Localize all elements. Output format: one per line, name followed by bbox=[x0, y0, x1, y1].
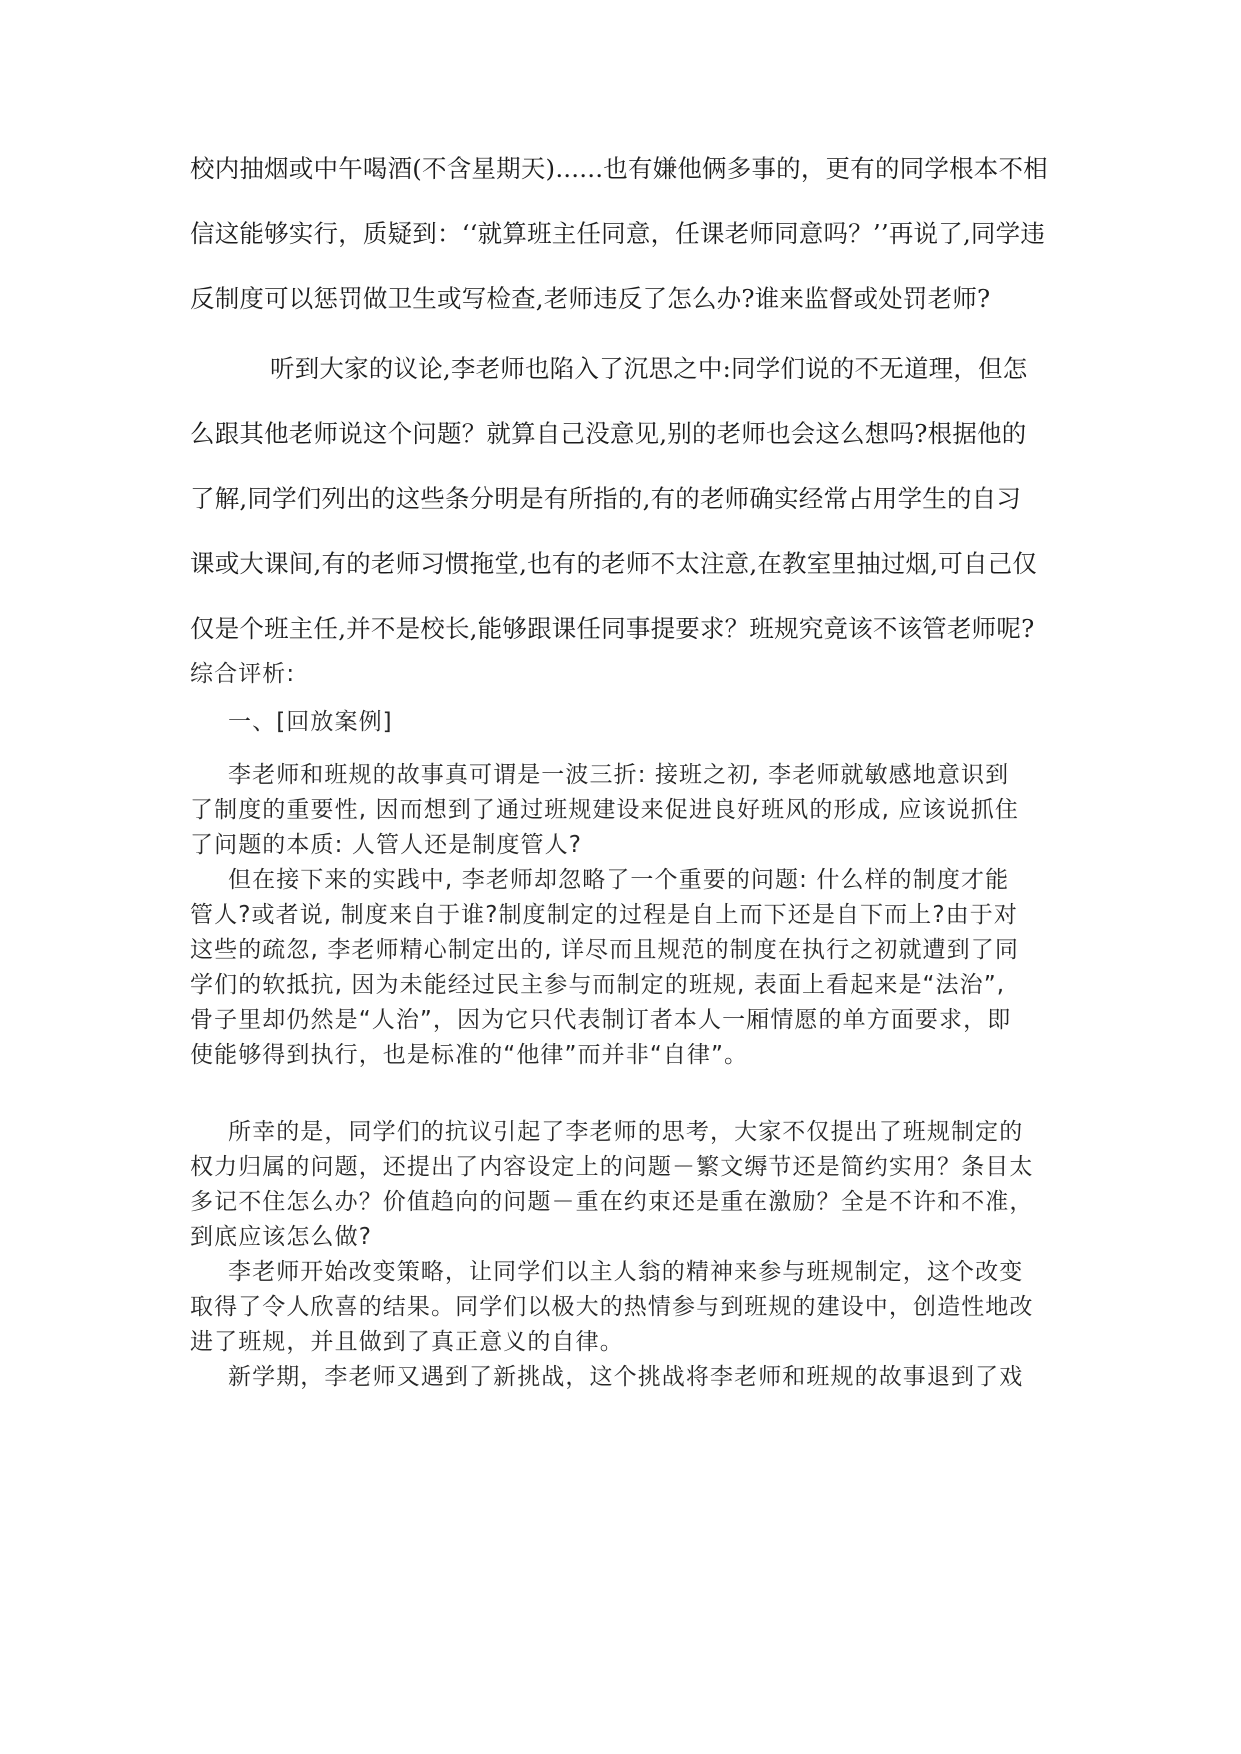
text-line: 么跟其他老师说这个问题？就算自己没意见,别的老师也会这么想吗?根据他的 bbox=[190, 419, 1027, 448]
text-line: 取得了令人欣喜的结果。同学们以极大的热情参与到班规的建设中，创造性地改 bbox=[190, 1294, 1034, 1320]
text-line: 仅是个班主任,并不是校长,能够跟课任同事提要求？班规究竟该不该管老师呢? bbox=[190, 614, 1035, 643]
text-line: 反制度可以惩罚做卫生或写检查,老师违反了怎么办?谁来监督或处罚老师? bbox=[190, 284, 991, 313]
text-line: 了解,同学们列出的这些条分明是有所指的,有的老师确实经常占用学生的自习 bbox=[190, 484, 1022, 513]
section-heading: 一、[回放案例] bbox=[228, 709, 393, 735]
text-line: 权力归属的问题，还提出了内容设定上的问题－繁文缛节还是简约实用？条目太 bbox=[190, 1154, 1034, 1180]
text-line: 这些的疏忽, 李老师精心制定出的, 详尽而且规范的制度在执行之初就遭到了同 bbox=[190, 937, 1019, 963]
text-line: 所幸的是，同学们的抗议引起了李老师的思考，大家不仅提出了班规制定的 bbox=[228, 1119, 1024, 1145]
text-line: 到底应该怎么做? bbox=[190, 1224, 373, 1250]
text-line: 多记不住怎么办？价值趋向的问题－重在约束还是重在激励？全是不许和不准， bbox=[190, 1189, 1034, 1215]
text-line: 新学期，李老师又遇到了新挑战，这个挑战将李老师和班规的故事退到了戏 bbox=[228, 1364, 1024, 1390]
text-line: 使能够得到执行，也是标准的“他律”而并非“自律”。 bbox=[190, 1042, 749, 1068]
text-line: 信这能够实行，质疑到：‘‘就算班主任同意，任课老师同意吗？’’再说了,同学违 bbox=[190, 219, 1046, 248]
text-line: 但在接下来的实践中, 李老师却忽略了一个重要的问题: 什么样的制度才能 bbox=[228, 867, 1010, 893]
text-line: 李老师和班规的故事真可谓是一波三折: 接班之初, 李老师就敏感地意识到 bbox=[228, 762, 1010, 788]
text-line: 听到大家的议论,李老师也陷入了沉思之中:同学们说的不无道理，但怎 bbox=[270, 354, 1028, 383]
text-line: 了问题的本质: 人管人还是制度管人? bbox=[190, 832, 583, 858]
review-heading: 综合评析: bbox=[190, 661, 296, 687]
text-line: 进了班规，并且做到了真正意义的自律。 bbox=[190, 1329, 624, 1355]
text-line: 了制度的重要性, 因而想到了通过班规建设来促进良好班风的形成, 应该说抓住 bbox=[190, 797, 1019, 823]
text-line: 校内抽烟或中午喝酒(不含星期天)......也有嫌他俩多事的，更有的同学根本不相 bbox=[190, 154, 1048, 183]
text-line: 学们的软抵抗, 因为未能经过民主参与而制定的班规, 表面上看起来是“法治”, bbox=[190, 972, 1006, 998]
text-line: 管人?或者说, 制度来自于谁?制度制定的过程是自上而下还是自下而上?由于对 bbox=[190, 902, 1018, 928]
text-line: 李老师开始改变策略，让同学们以主人翁的精神来参与班规制定，这个改变 bbox=[228, 1259, 1024, 1285]
text-line: 课或大课间,有的老师习惯拖堂,也有的老师不太注意,在教室里抽过烟,可自己仅 bbox=[190, 549, 1038, 578]
text-line: 骨子里却仍然是“人治”，因为它只代表制订者本人一厢情愿的单方面要求，即 bbox=[190, 1007, 1012, 1033]
